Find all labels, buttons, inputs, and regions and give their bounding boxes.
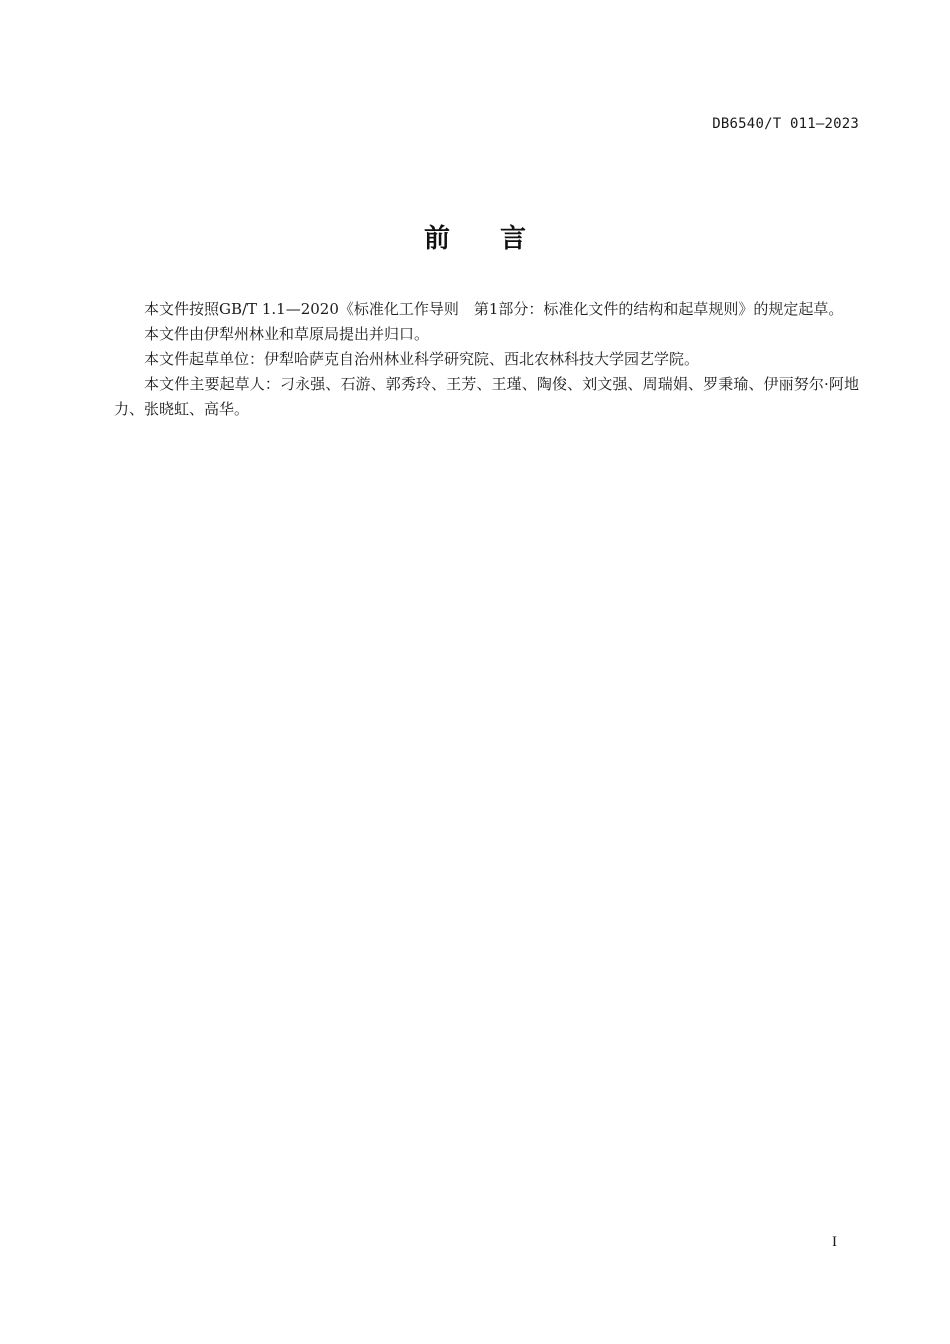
paragraph-drafters: 本文件主要起草人：刁永强、石游、郭秀玲、王芳、王瑾、陶俊、刘文强、周瑞娟、罗秉瑜、伊丽努尔·阿地力、张晓虹、高华。 <box>114 375 859 418</box>
standard-code: DB6540/T 011—2023 <box>712 116 859 132</box>
paragraph-proposer: 本文件由伊犁州林业和草原局提出并归口。 <box>144 325 430 343</box>
title-char-2: 言 <box>500 224 527 254</box>
foreword-body <box>114 297 859 422</box>
paragraph-drafting-units: 本文件起草单位：伊犁哈萨克自治州林业科学研究院、西北农林科技大学园艺学院。 <box>144 350 700 368</box>
paragraph-drafting-basis: 本文件按照GB/T 1.1—2020《标准化工作导则 第1部分：标准化文件的结构和起草规则》的规定起草。 <box>144 300 844 318</box>
page-title <box>0 218 950 255</box>
page-number: I <box>832 1234 837 1250</box>
title-char-1: 前 <box>423 224 450 254</box>
